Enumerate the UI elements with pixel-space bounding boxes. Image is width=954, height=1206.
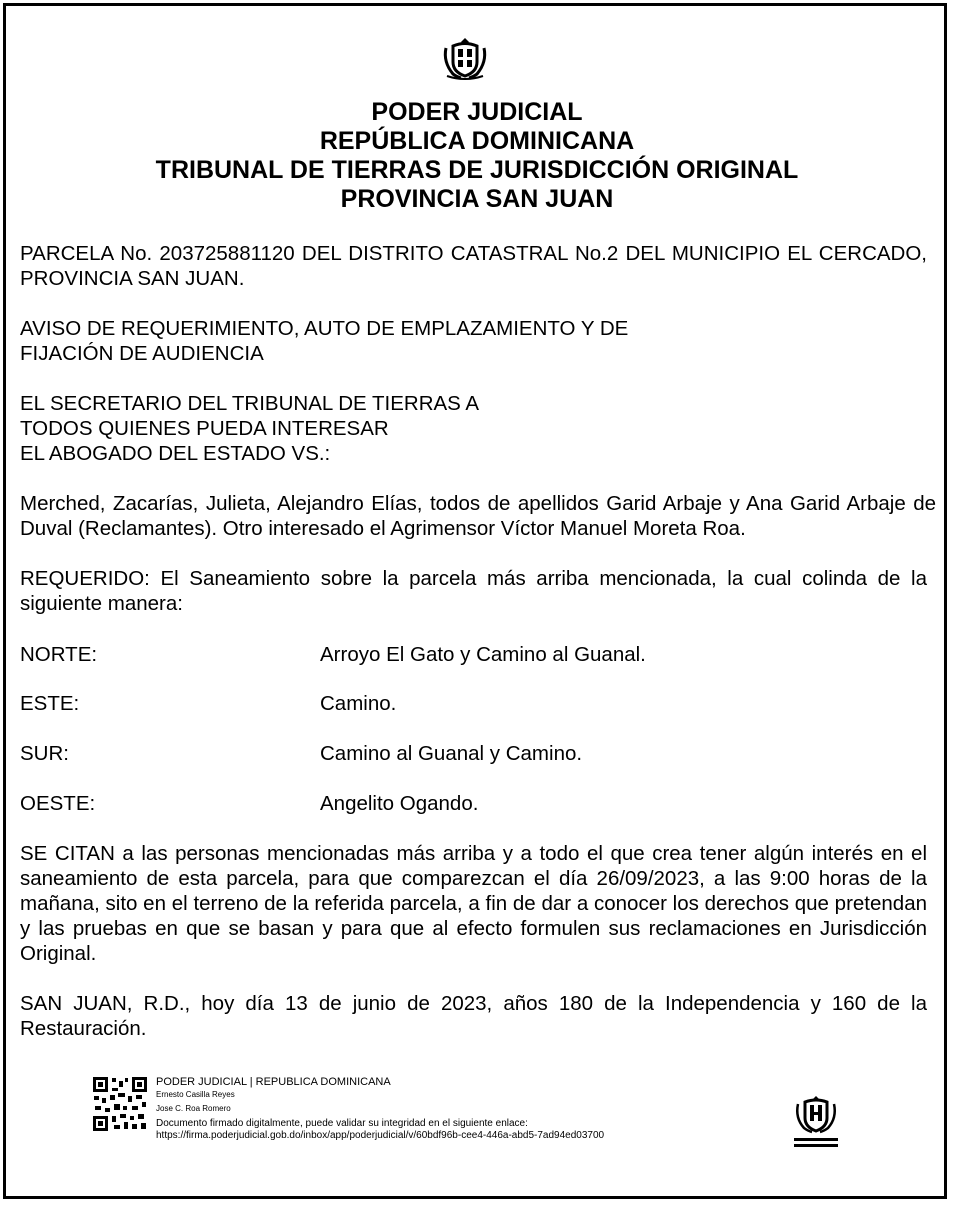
boundary-label-sur: SUR: — [20, 742, 69, 765]
coat-of-arms-icon — [441, 36, 489, 80]
footer-org: PODER JUDICIAL | REPUBLICA DOMINICANA — [156, 1076, 391, 1088]
boundary-value-oeste: Angelito Ogando. — [320, 792, 479, 815]
boundary-label-este: ESTE: — [20, 692, 80, 715]
boundary-value-norte: Arroyo El Gato y Camino al Guanal. — [320, 643, 646, 666]
parcela-paragraph: PARCELA No. 203725881120 DEL DISTRITO CATASTRAL No.2 DEL MUNICIPIO EL CERCADO, PROVINCIA SAN JUAN. — [20, 242, 927, 290]
header-line: TRIBUNAL DE TIERRAS DE JURISDICCIÓN ORIGINAL — [155, 156, 799, 184]
judicial-seal-icon — [792, 1094, 840, 1150]
footer-signer: Ernesto Casilla Reyes — [156, 1090, 235, 1099]
header-line: PODER JUDICIAL — [371, 98, 583, 126]
secretario-line: EL SECRETARIO DEL TRIBUNAL DE TIERRAS A — [20, 392, 480, 415]
header-line: REPÚBLICA DOMINICANA — [319, 127, 635, 155]
requerido-paragraph: REQUERIDO: El Saneamiento sobre la parcela más arriba mencionada, la cual colinda de la siguiente manera: — [20, 567, 927, 615]
citan-paragraph: SE CITAN a las personas mencionadas más arriba y a todo el que crea tener algún interés en el saneamiento de esta parcela, para que comparezcan el día 26/09/2023, a las 9:00 horas de la mañana, sito en el terreno de la referida parcela, a fin de dar a conocer los derechos que pretendan y las pruebas en que se basan y para que al efecto formulen sus reclamaciones en Jurisdicción Original. — [20, 842, 927, 965]
footer-doc-note: Documento firmado digitalmente, puede validar su integridad en el siguiente enlace: — [156, 1118, 528, 1129]
digital-signature-footer — [92, 1076, 852, 1156]
qr-code-icon[interactable] — [92, 1076, 148, 1132]
secretario-line: TODOS QUIENES PUEDA INTERESAR — [20, 417, 389, 440]
boundary-label-norte: NORTE: — [20, 643, 98, 666]
secretario-block — [20, 391, 927, 466]
footer-url-link[interactable]: https://firma.poderjudicial.gob.do/inbox/app/poderjudicial/v/60bdf96b-cee4-446a-abd5-7ad94ed03700 — [156, 1130, 605, 1141]
reclamantes-paragraph: Merched, Zacarías, Julieta, Alejandro Elías, todos de apellidos Garid Arbaje y Ana Garid Arbaje de Duval (Reclamantes). Otro interesado el Agrimensor Víctor Manuel Moreta Roa. — [20, 492, 936, 540]
footer-signer: Jose C. Roa Romero — [156, 1104, 231, 1113]
closing-paragraph: SAN JUAN, R.D., hoy día 13 de junio de 2023, años 180 de la Independencia y 160 de la Restauración. — [20, 992, 927, 1040]
aviso-line: FIJACIÓN DE AUDIENCIA — [20, 342, 264, 365]
signature-text — [156, 1076, 604, 1142]
header-line: PROVINCIA SAN JUAN — [340, 185, 614, 213]
document-header — [0, 98, 954, 214]
boundary-label-oeste: OESTE: — [20, 792, 96, 815]
boundary-value-este: Camino. — [320, 692, 397, 715]
secretario-line: EL ABOGADO DEL ESTADO VS.: — [20, 442, 331, 465]
aviso-line: AVISO DE REQUERIMIENTO, AUTO DE EMPLAZAMIENTO Y DE — [20, 317, 629, 340]
aviso-title — [20, 316, 927, 366]
boundary-value-sur: Camino al Guanal y Camino. — [320, 742, 583, 765]
